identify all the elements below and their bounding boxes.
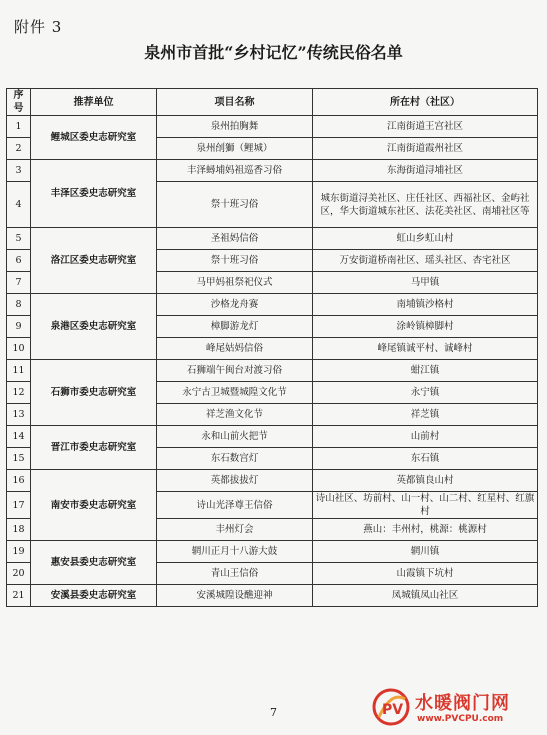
project-name: 马甲妈祖祭祀仪式 [157,272,313,294]
table-row [7,360,538,382]
recommending-unit: 丰泽区委史志研究室 [31,160,157,228]
village-name: 南埔镇沙格村 [313,294,538,316]
row-number: 15 [7,448,31,470]
row-number: 16 [7,470,31,492]
table-header-row [7,89,538,116]
row-number: 4 [7,182,31,228]
recommending-unit: 石狮市委史志研究室 [31,360,157,426]
project-name: 东石数宫灯 [157,448,313,470]
watermark-url: www.PVCPU.com [417,714,504,724]
row-number: 6 [7,250,31,272]
village-name: 东石镇 [313,448,538,470]
row-number: 7 [7,272,31,294]
village-name: 峰尾镇诚平村、诚峰村 [313,338,538,360]
village-name: 江南街道霞州社区 [313,138,538,160]
table-row [7,116,538,138]
village-name: 辋川镇 [313,541,538,563]
header-unit: 推荐单位 [31,89,157,116]
row-number: 2 [7,138,31,160]
row-number: 18 [7,519,31,541]
watermark-text: 水暖阀门网 [415,693,510,714]
folk-customs-table [6,88,538,607]
village-name: 凤城镇凤山社区 [313,585,538,607]
row-number: 5 [7,228,31,250]
row-number: 10 [7,338,31,360]
village-name: 山前村 [313,426,538,448]
village-name: 永宁镇 [313,382,538,404]
svg-text:PV: PV [382,702,404,718]
project-name: 沙格龙舟赛 [157,294,313,316]
header-project: 项目名称 [157,89,313,116]
row-number: 3 [7,160,31,182]
village-name: 马甲镇 [313,272,538,294]
village-name: 虹山乡虹山村 [313,228,538,250]
row-number: 1 [7,116,31,138]
village-name: 燕山：丰州村，桃源：桃源村 [313,519,538,541]
row-number: 13 [7,404,31,426]
project-name: 祥芝渔文化节 [157,404,313,426]
village-name: 诗山社区、坊前村、山一村、山二村、红星村、红旗村 [313,492,538,519]
project-name: 永宁古卫城暨城隍文化节 [157,382,313,404]
recommending-unit: 惠安县委史志研究室 [31,541,157,585]
recommending-unit: 泉港区委史志研究室 [31,294,157,360]
table-row [7,228,538,250]
project-name: 峰尾姑妈信俗 [157,338,313,360]
village-name: 山霞镇下坑村 [313,563,538,585]
row-number: 12 [7,382,31,404]
table-row [7,470,538,492]
recommending-unit: 南安市委史志研究室 [31,470,157,541]
village-name: 江南街道王宫社区 [313,116,538,138]
project-name: 丰泽蟳埔妈祖巡香习俗 [157,160,313,182]
row-number: 17 [7,492,31,519]
project-name: 石狮端午闽台对渡习俗 [157,360,313,382]
page-number: 7 [270,706,277,719]
pv-logo-icon [371,687,411,727]
row-number: 14 [7,426,31,448]
project-name: 丰州灯会 [157,519,313,541]
row-number: 11 [7,360,31,382]
village-name: 涂岭镇樟脚村 [313,316,538,338]
table-row [7,541,538,563]
table-row [7,294,538,316]
recommending-unit: 鲤城区委史志研究室 [31,116,157,160]
row-number: 21 [7,585,31,607]
project-name: 诗山光泽尊王信俗 [157,492,313,519]
table-row [7,160,538,182]
project-name: 英都拔拔灯 [157,470,313,492]
project-name: 安溪城隍设醮迎神 [157,585,313,607]
project-name: 泉州刣獅（鲤城） [157,138,313,160]
village-name: 城东街道浔美社区、庄任社区、西福社区、金屿社区，华大街道城东社区、法花美社区、南埔社区等 [313,182,538,228]
project-name: 青山王信俗 [157,563,313,585]
village-name: 英都镇良山村 [313,470,538,492]
document-title: 泉州市首批“乡村记忆”传统民俗名单 [144,43,403,62]
recommending-unit: 安溪县委史志研究室 [31,585,157,607]
row-number: 19 [7,541,31,563]
project-name: 祭十班习俗 [157,250,313,272]
header-number: 序号 [7,89,31,116]
row-number: 9 [7,316,31,338]
recommending-unit: 晋江市委史志研究室 [31,426,157,470]
village-name: 蚶江镇 [313,360,538,382]
project-name: 泉州拍胸舞 [157,116,313,138]
header-village: 所在村（社区） [313,89,538,116]
table-row [7,426,538,448]
village-name: 东海街道浔埔社区 [313,160,538,182]
watermark [371,687,541,731]
project-name: 辋川正月十八游大鼓 [157,541,313,563]
project-name: 樟脚游龙灯 [157,316,313,338]
attachment-label: 附件 3 [14,18,63,36]
row-number: 20 [7,563,31,585]
project-name: 圣祖妈信俗 [157,228,313,250]
row-number: 8 [7,294,31,316]
project-name: 祭十班习俗 [157,182,313,228]
project-name: 永和山前火把节 [157,426,313,448]
village-name: 祥芝镇 [313,404,538,426]
village-name: 万安街道桥南社区、瑶头社区、杏宅社区 [313,250,538,272]
recommending-unit: 洛江区委史志研究室 [31,228,157,294]
table-row [7,585,538,607]
